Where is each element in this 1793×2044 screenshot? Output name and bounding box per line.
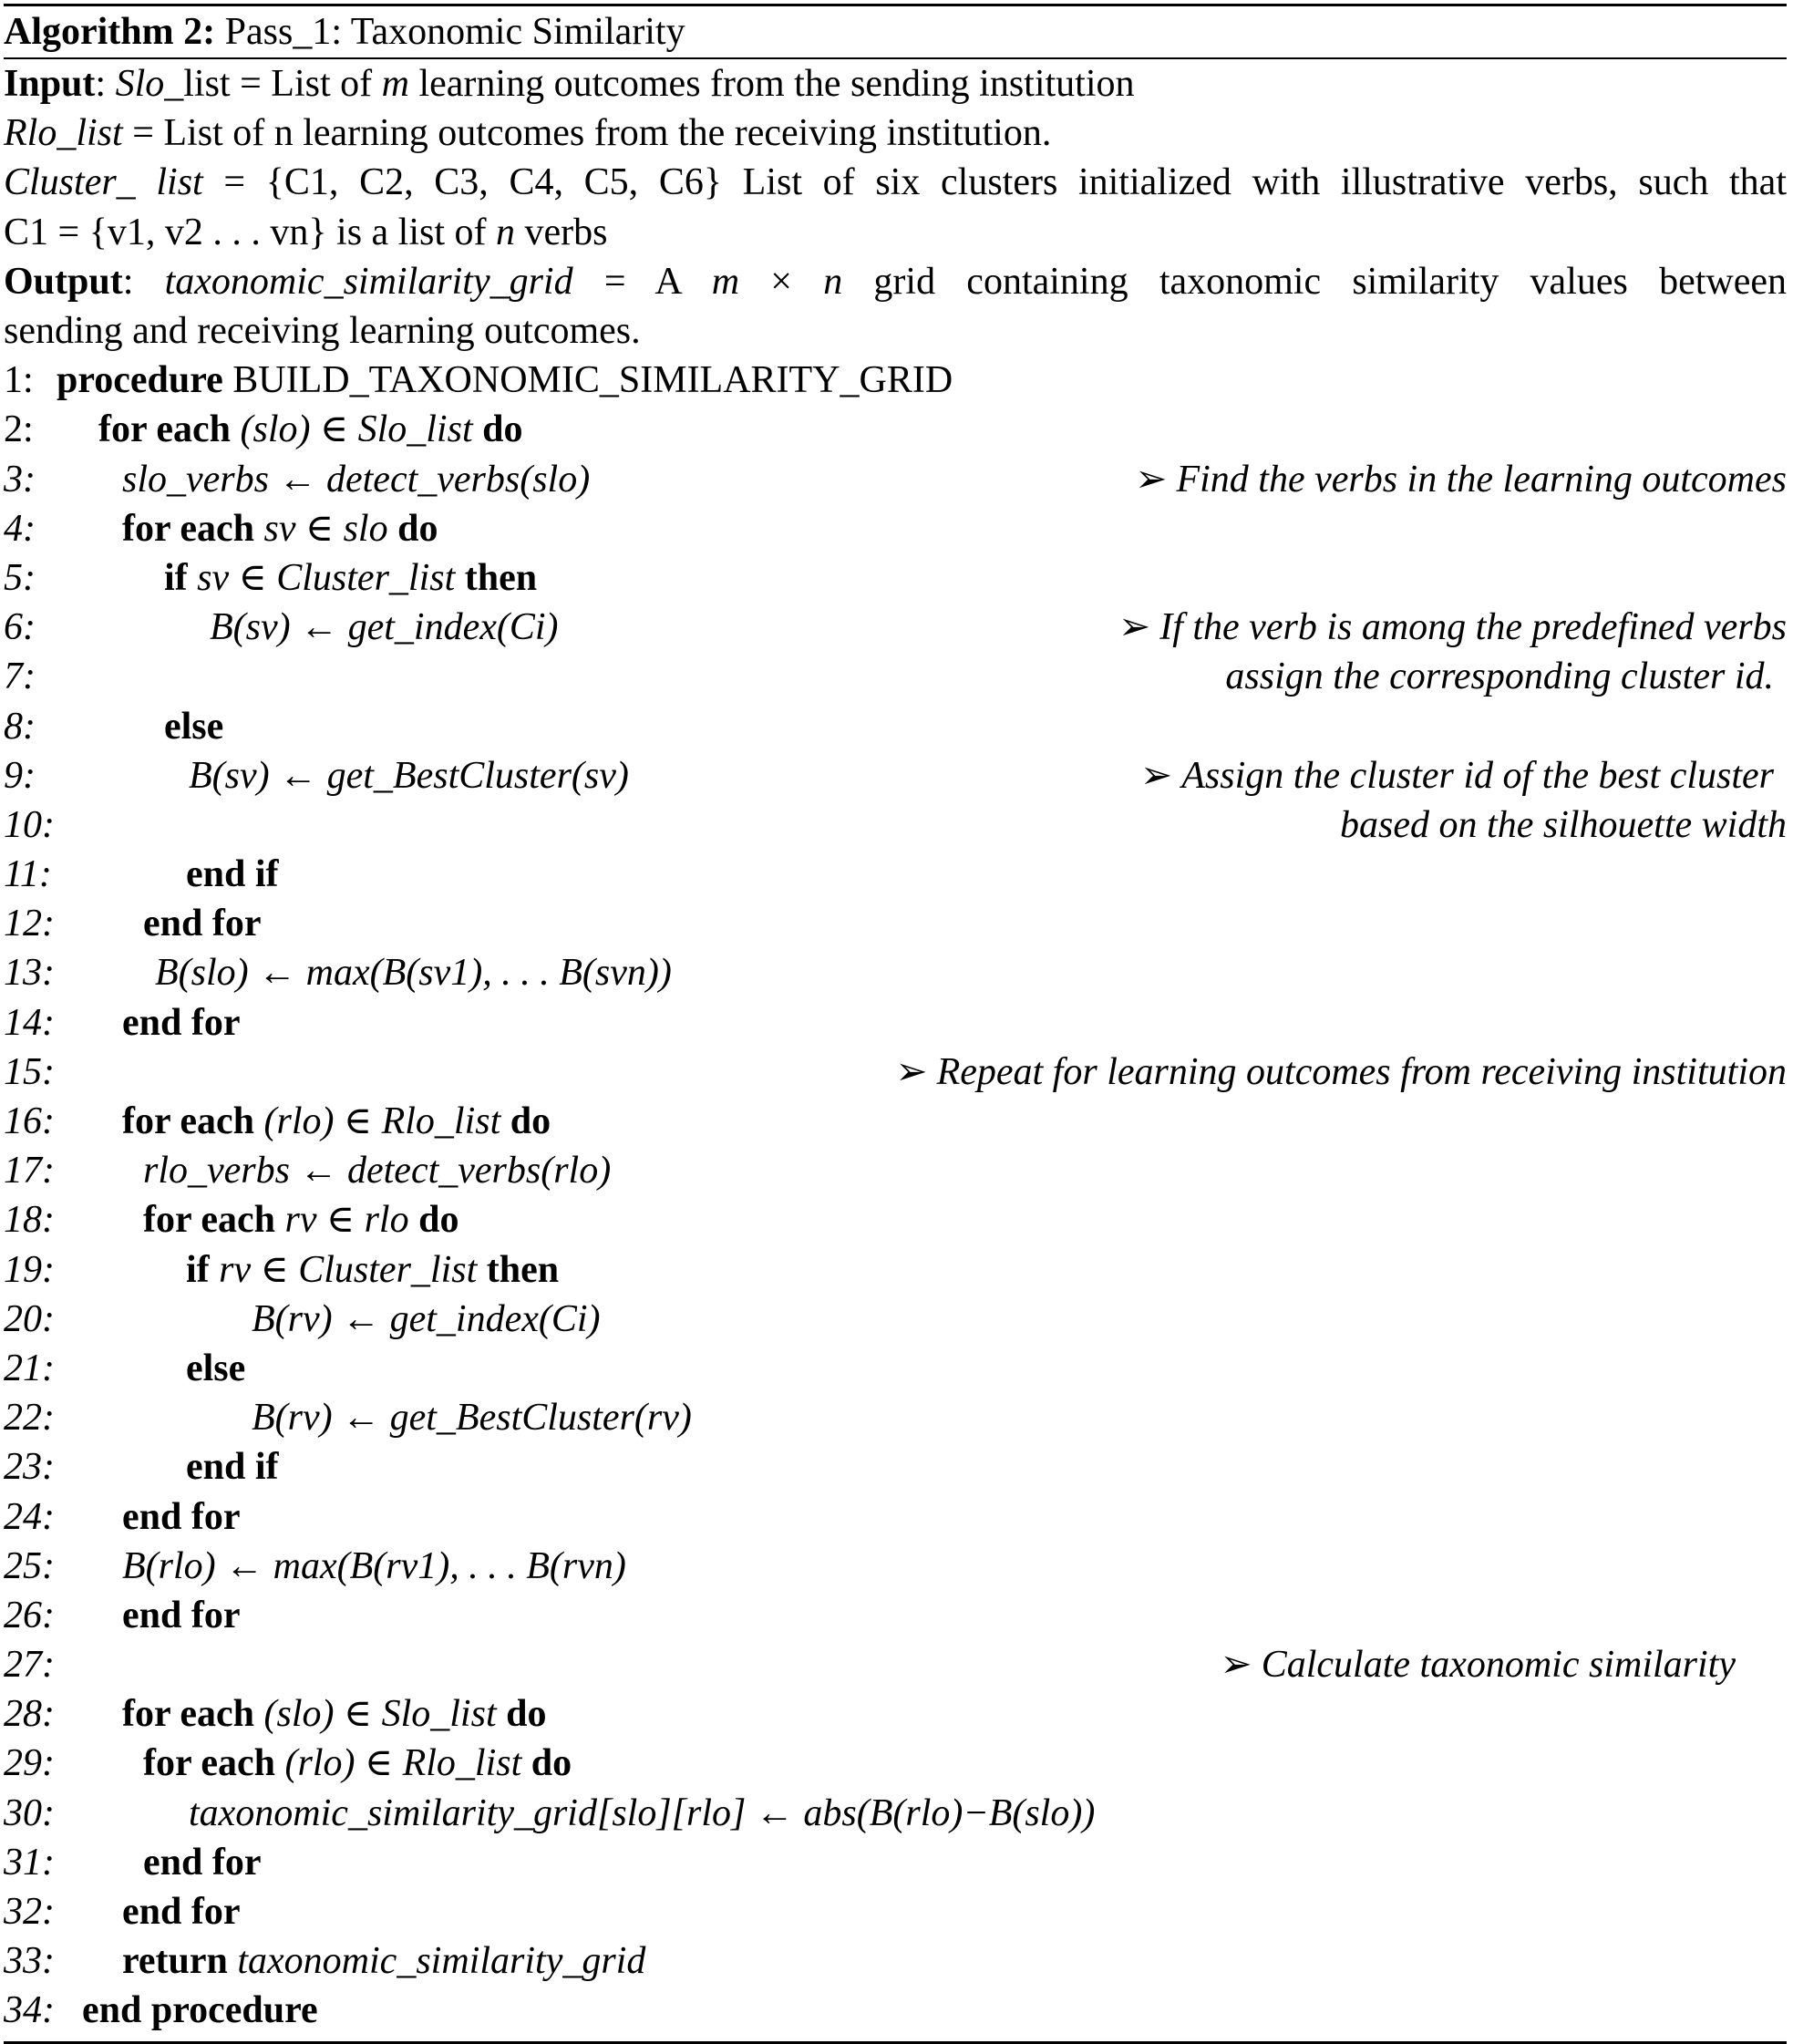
code-line-9	[4, 751, 1787, 800]
bottom-rule	[4, 2041, 1787, 2044]
cluster-text: = {C1, C2, C3, C4, C5, C6} List of six clusters initialized with illustrative verbs, such that	[202, 161, 1787, 204]
code-line-30	[4, 1789, 1787, 1838]
code-line-29	[4, 1739, 1787, 1788]
keyword: then	[455, 556, 538, 599]
keyword: end if	[186, 853, 279, 896]
line-number: 15:	[4, 1050, 55, 1093]
keyword: for each	[98, 408, 232, 451]
expression: taxonomic_similarity_grid[slo][rlo] ← abs(B(rlo)−B(slo))	[189, 1791, 1096, 1834]
procedure-name: BUILD_TAXONOMIC_SIMILARITY_GRID	[222, 359, 953, 402]
code-line-17	[4, 1146, 1787, 1195]
output-line: Output: taxonomic_similarity_grid = A m × n grid containing taxonomic similarity values between	[4, 260, 1788, 303]
line-number: 5:	[4, 556, 36, 599]
line-number: 10:	[4, 803, 55, 846]
expression: rv ∈ Cluster_list	[209, 1248, 478, 1291]
keyword: do	[408, 1199, 459, 1242]
comment	[1118, 603, 1787, 652]
line-number: 29:	[4, 1742, 55, 1785]
keyword: do	[387, 507, 438, 550]
algorithm-box	[4, 4, 1787, 2044]
keyword: end for	[122, 1594, 241, 1636]
keyword: then	[477, 1248, 560, 1291]
line-number: 11:	[4, 853, 52, 896]
line-number: 8:	[4, 705, 36, 748]
caption-title: Pass_1: Taxonomic Similarity	[224, 11, 685, 53]
expression: B(sv) ← get_index(Ci)	[210, 606, 559, 649]
code-line-24	[4, 1492, 1787, 1542]
line-number: 20:	[4, 1297, 55, 1340]
output-text-b: grid containing taxonomic similarity values between	[842, 260, 1788, 303]
input-text-b: learning outcomes from the sending institution	[408, 63, 1135, 105]
code-line-7	[4, 652, 1787, 701]
line-number: 23:	[4, 1446, 55, 1489]
cluster-cont-line	[4, 208, 1787, 257]
code-line-10	[4, 800, 1787, 850]
comment-text: based on the silhouette width	[1340, 803, 1787, 846]
line-number: 34:	[4, 1989, 55, 2032]
code-line-33	[4, 1936, 1787, 1986]
algorithm-caption	[4, 6, 1787, 57]
code-line-6	[4, 603, 1787, 652]
keyword: end for	[122, 1001, 241, 1044]
code-line-32	[4, 1887, 1787, 1936]
code-line-15	[4, 1048, 1787, 1097]
line-number: 28:	[4, 1693, 55, 1736]
output-text-a: = A	[572, 260, 712, 303]
line-number: 14:	[4, 1001, 55, 1044]
expression: (slo) ∈ Slo_list	[231, 408, 473, 451]
rlo-text: = List of n learning outcomes from the receiving institution.	[122, 112, 1052, 155]
comment	[1140, 751, 1774, 800]
cluster-cont-a: C1 = {v1, v2 . . . vn} is a list of	[4, 211, 497, 253]
line-number: 21:	[4, 1347, 55, 1389]
expression: B(rlo) ← max(B(rv1), . . . B(rvn)	[122, 1544, 626, 1587]
expression: rv ∈ rlo	[275, 1199, 409, 1242]
output-times: ×	[739, 260, 824, 303]
cluster-var: Cluster_ list	[4, 161, 203, 204]
code-line-31	[4, 1838, 1787, 1887]
output-cont-line	[4, 306, 1787, 356]
code-line-26	[4, 1591, 1787, 1640]
line-number: 26:	[4, 1594, 55, 1636]
expression: sv ∈ slo	[254, 507, 388, 550]
keyword: end for	[143, 1841, 262, 1884]
code-line-23	[4, 1442, 1787, 1492]
line-number: 13:	[4, 952, 55, 995]
comment-text: Repeat for learning outcomes from receiving institution	[936, 1050, 1787, 1093]
expression: (rlo) ∈ Rlo_list	[275, 1742, 522, 1785]
cluster-n: n	[496, 211, 516, 253]
line-number: 7:	[4, 656, 36, 698]
keyword: else	[164, 705, 224, 748]
keyword: return	[122, 1940, 228, 1983]
keyword: procedure	[57, 359, 223, 402]
code-line-16	[4, 1097, 1787, 1146]
code-line-19	[4, 1245, 1787, 1295]
line-number: 4:	[4, 507, 36, 550]
input-m: m	[381, 63, 409, 105]
keyword: for each	[143, 1742, 276, 1785]
line-number: 30:	[4, 1791, 55, 1834]
expression: sv ∈ Cluster_list	[187, 556, 456, 599]
code-line-5	[4, 553, 1787, 603]
keyword: for each	[122, 1693, 255, 1736]
code-line-18	[4, 1195, 1787, 1244]
line-number: 33:	[4, 1940, 55, 1983]
output-n: n	[823, 260, 843, 303]
output-cont: sending and receiving learning outcomes.	[4, 310, 641, 353]
line-number: 3:	[4, 458, 36, 501]
expression: slo_verbs ← detect_verbs(slo)	[122, 458, 591, 501]
code-line-20	[4, 1295, 1787, 1344]
pseudocode-body	[4, 356, 1787, 2035]
expression: B(sv) ← get_BestCluster(sv)	[189, 754, 629, 797]
comment-arrow-icon: ➢	[895, 1050, 928, 1093]
keyword: for each	[122, 507, 255, 550]
code-line-14	[4, 998, 1787, 1048]
output-m: m	[711, 260, 740, 303]
code-line-11	[4, 850, 1787, 899]
comment-text: If the verb is among the predefined verbs	[1159, 606, 1787, 649]
keyword: else	[186, 1347, 246, 1389]
comment-text: Calculate taxonomic similarity	[1261, 1644, 1736, 1687]
expression: B(rv) ← get_BestCluster(rv)	[252, 1397, 692, 1440]
line-number: 17:	[4, 1150, 55, 1192]
line-number: 32:	[4, 1891, 55, 1934]
comment	[1135, 455, 1787, 504]
comment-text: Find the verbs in the learning outcomes	[1176, 458, 1787, 501]
comment-arrow-icon: ➢	[1220, 1644, 1252, 1687]
code-line-1	[4, 356, 1787, 405]
code-line-4	[4, 504, 1787, 553]
code-line-2	[4, 405, 1787, 454]
input-text-a: _list = List of	[164, 63, 382, 105]
comment-text: assign the corresponding cluster id.	[1225, 656, 1774, 698]
line-number: 2:	[4, 408, 34, 451]
keyword: if	[164, 556, 188, 599]
input-label: Input	[4, 63, 96, 105]
expression: rlo_verbs ← detect_verbs(rlo)	[143, 1150, 612, 1192]
expression: B(rv) ← get_index(Ci)	[252, 1297, 601, 1340]
line-number: 19:	[4, 1248, 55, 1291]
output-var: taxonomic_similarity_grid	[164, 260, 573, 303]
rlo-var: Rlo_list	[4, 112, 123, 155]
line-number: 12:	[4, 903, 55, 945]
keyword: do	[496, 1693, 547, 1736]
comment-arrow-icon: ➢	[1140, 754, 1173, 797]
keyword: end procedure	[82, 1989, 318, 2032]
expression: (slo) ∈ Slo_list	[254, 1693, 497, 1736]
rlo-line	[4, 108, 1787, 158]
expression: (rlo) ∈ Rlo_list	[254, 1100, 501, 1143]
line-number: 24:	[4, 1495, 55, 1538]
line-number: 6:	[4, 606, 36, 649]
line-number: 1:	[4, 359, 34, 402]
caption-label: Algorithm 2:	[4, 11, 216, 53]
keyword: end for	[122, 1495, 241, 1538]
expression: taxonomic_similarity_grid	[227, 1940, 646, 1983]
code-line-13	[4, 948, 1787, 997]
line-number: 22:	[4, 1397, 55, 1440]
line-number: 27:	[4, 1644, 55, 1687]
line-number: 31:	[4, 1841, 55, 1884]
code-line-21	[4, 1344, 1787, 1393]
line-number: 9:	[4, 754, 36, 797]
code-line-22	[4, 1393, 1787, 1442]
code-line-34	[4, 1986, 1787, 2035]
comment-arrow-icon: ➢	[1135, 458, 1168, 501]
keyword: do	[521, 1742, 572, 1785]
code-line-12	[4, 899, 1787, 948]
cluster-cont-b: verbs	[515, 211, 608, 253]
comment	[1221, 1640, 1736, 1689]
keyword: end if	[186, 1446, 279, 1489]
keyword: if	[186, 1248, 210, 1291]
algorithm-header	[4, 59, 1787, 356]
keyword: do	[500, 1100, 551, 1143]
line-number: 16:	[4, 1100, 55, 1143]
comment-arrow-icon: ➢	[1118, 606, 1151, 649]
input-var: Slo	[115, 63, 165, 105]
keyword: do	[472, 408, 523, 451]
code-line-27	[4, 1640, 1787, 1689]
line-number: 25:	[4, 1544, 55, 1587]
code-line-28	[4, 1689, 1787, 1739]
comment-text: Assign the cluster id of the best cluster	[1181, 754, 1774, 797]
keyword: end for	[143, 903, 262, 945]
expression: B(slo) ← max(B(sv1), . . . B(svn))	[155, 952, 672, 995]
output-label: Output	[4, 260, 123, 303]
code-line-8	[4, 702, 1787, 751]
comment	[895, 1048, 1787, 1097]
code-line-3	[4, 455, 1787, 504]
keyword: for each	[122, 1100, 255, 1143]
cluster-line	[4, 158, 1787, 207]
keyword: end for	[122, 1891, 241, 1934]
code-line-25	[4, 1542, 1787, 1591]
input-line: Input: Slo_list = List of m learning outcomes from the sending institution	[4, 63, 1135, 105]
line-number: 18:	[4, 1199, 55, 1242]
keyword: for each	[143, 1199, 276, 1242]
